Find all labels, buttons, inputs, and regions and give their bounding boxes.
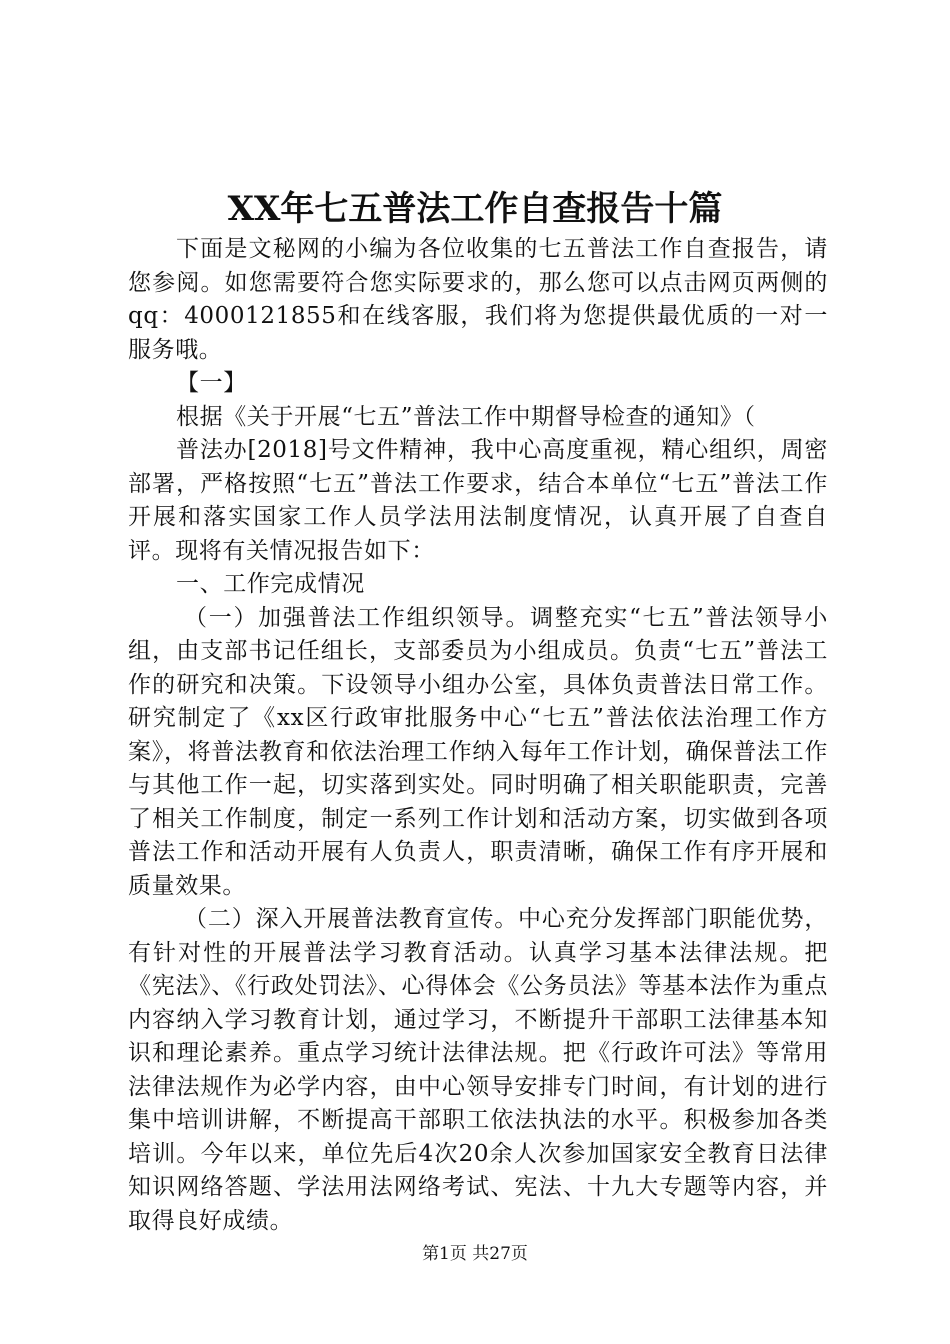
page-footer: 第1页 共27页 bbox=[422, 1244, 528, 1264]
spirit-paragraph: 普法办[2018]号文件精神，我中心高度重视，精心组织，周密部署，严格按照“七五”普法工作要求，结合本单位“七五”普法工作开展和落实国家工作人员学法用法制度情况，认真开展了自查自评。现将有关情况报告如下： bbox=[128, 437, 828, 564]
section-marker: 【一】 bbox=[176, 370, 247, 396]
reference-paragraph: 根据《关于开展“七五”普法工作中期督导检查的通知》（ bbox=[176, 403, 756, 430]
item-one-paragraph: （一）加强普法工作组织领导。调整充实“七五”普法领导小组，由支部书记任组长，支部委员为小组成员。负责“七五”普法工作的研究和决策。下设领导小组办公室，具体负责普法日常工作。研究制定了《xx区行政审批服务中心“七五”普法依法治理工作方案》，将普法教育和依法治理工作纳入每年工作计划，确保普法工作与其他工作一起，切实落到实处。同时明确了相关职能职责，完善了相关工作制度，制定一系列工作计划和活动方案，切实做到各项普法工作和活动开展有人负责人，职责清晰，确保工作有序开展和质量效果。 bbox=[128, 604, 828, 899]
item-two-paragraph: （二）深入开展普法教育宣传。中心充分发挥部门职能优势，有针对性的开展普法学习教育活动。认真学习基本法律法规。把《宪法》、《行政处罚法》、心得体会《公务员法》等基本法作为重点内容纳入学习教育计划，通过学习，不断提升干部职工法律基本知识和理论素养。重点学习统计法律法规。把《行政许可法》等常用法律法规作为必学内容，由中心领导安排专门时间，有计划的进行集中培训讲解，不断提高干部职工依法执法的水平。积极参加各类培训。今年以来，单位先后4次20余人次参加国家安全教育日法律知识网络答题、学法用法网络考试、宪法、十九大专题等内容，并取得良好成绩。 bbox=[128, 906, 828, 1234]
document-body bbox=[128, 233, 828, 1238]
intro-paragraph: 下面是文秘网的小编为各位收集的七五普法工作自查报告，请您参阅。如您需要符合您实际要求的，那么您可以点击网页两侧的qq：4000121855和在线客服，我们将为您提供最优质的一对一服务哦。 bbox=[128, 236, 828, 363]
document-title: XX年七五普法工作自查报告十篇 bbox=[227, 189, 723, 229]
section-heading: 一、工作完成情况 bbox=[176, 571, 365, 597]
